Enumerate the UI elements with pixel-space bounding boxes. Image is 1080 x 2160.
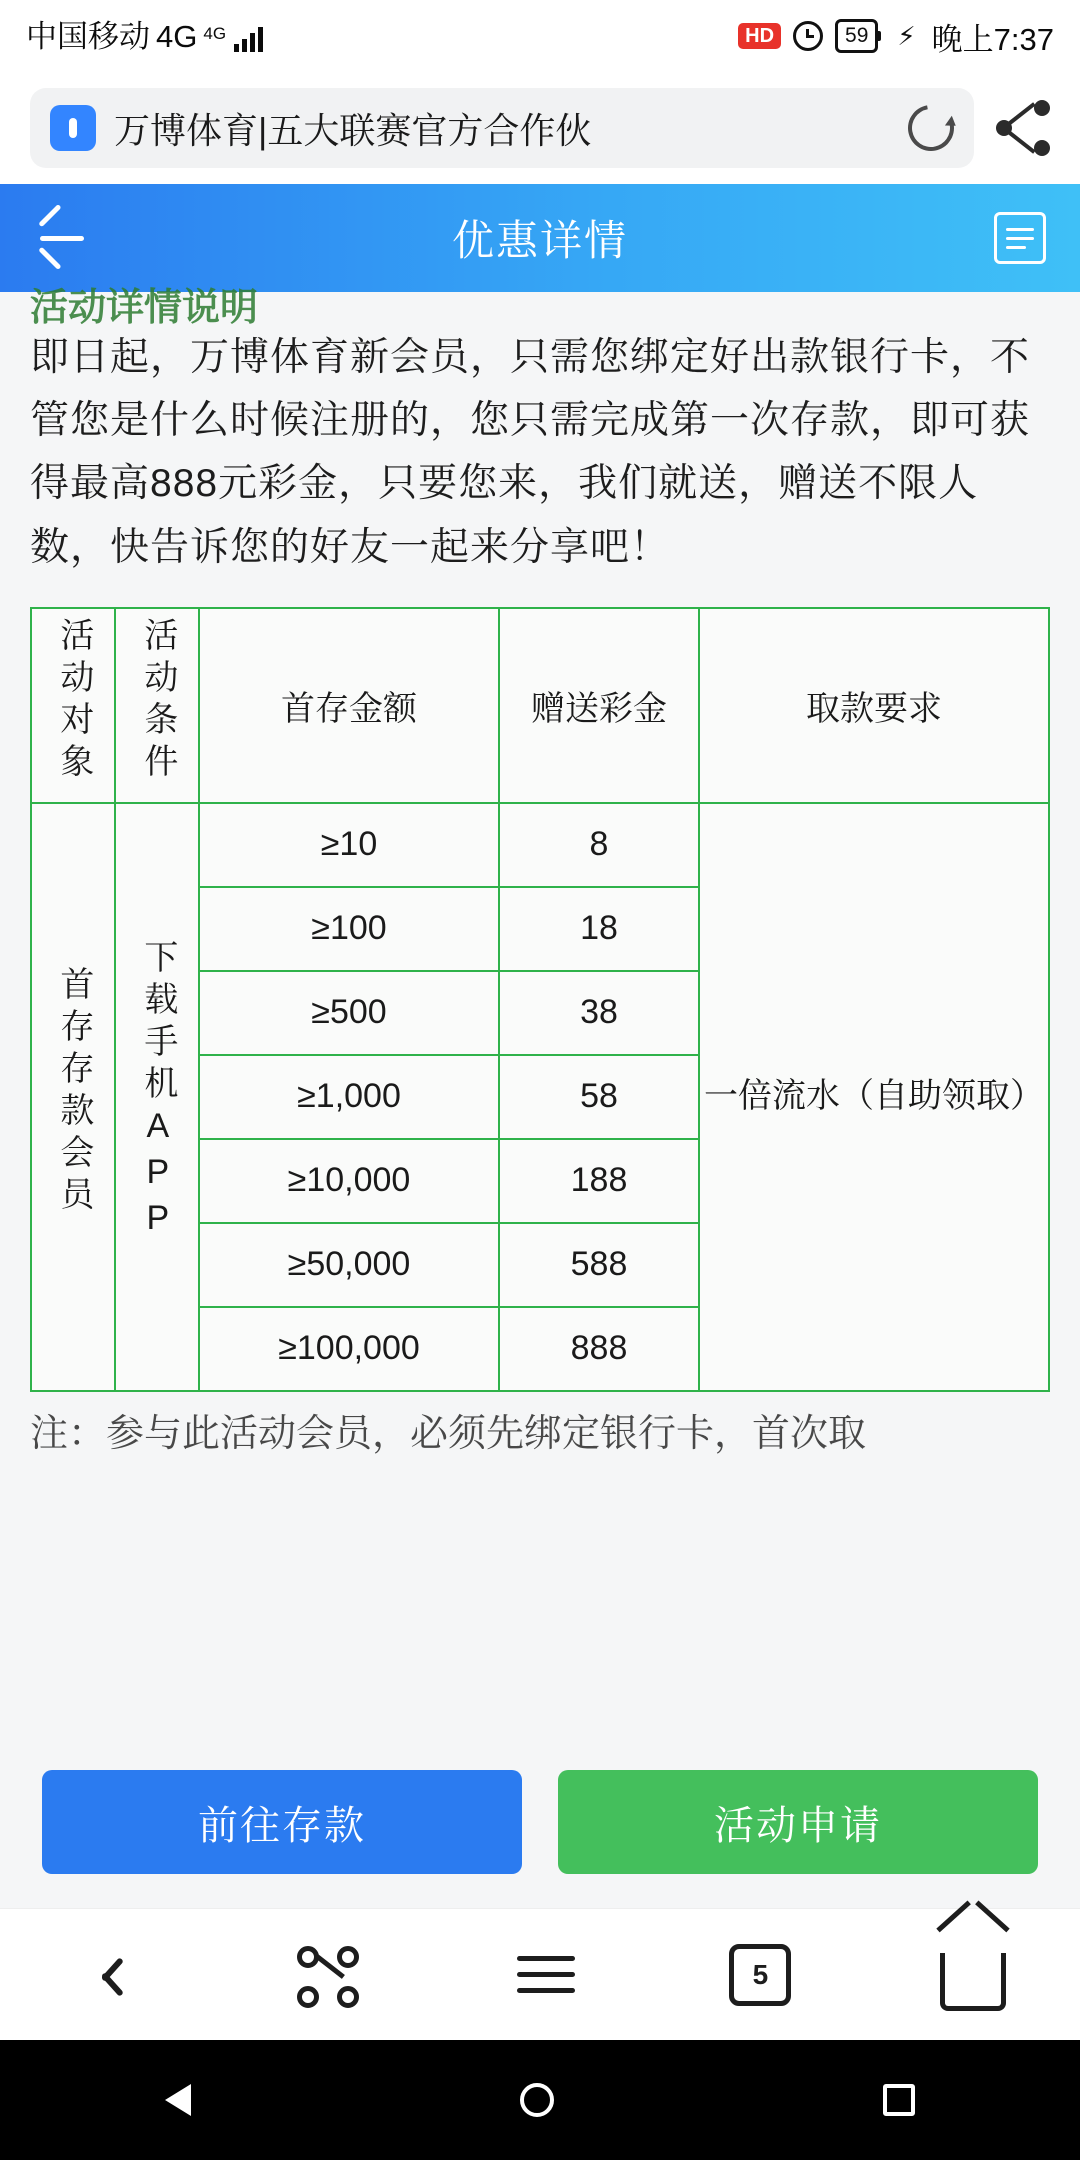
carrier-label: 中国移动 xyxy=(26,18,150,54)
status-left xyxy=(26,18,263,54)
header-target-label: 活动对象 xyxy=(54,616,93,785)
cell-bonus: 8 xyxy=(499,803,699,887)
cell-target-label: 首存存款会员 xyxy=(54,966,93,1219)
browser-toolbar xyxy=(0,72,1080,184)
network-type-label: 4G xyxy=(156,18,198,54)
back-arrow-icon[interactable] xyxy=(34,210,90,266)
page-title: 优惠详情 xyxy=(451,217,628,264)
action-bar xyxy=(0,1744,1080,1908)
menu-icon[interactable] xyxy=(511,1940,581,2010)
clock-label: 晚上7:37 xyxy=(931,21,1054,57)
browser-bottom-nav xyxy=(0,1908,1080,2040)
promo-description: 即日起，万博体育新会员，只需您绑定好出款银行卡，不管您是什么时候注册的，您只需完成第一次存款，即可获得最高888元彩金，只要您来，我们就送，赠送不限人数，快告诉您的好友一起来分享吧！ xyxy=(30,336,1031,569)
cell-bonus: 58 xyxy=(499,1055,699,1139)
header-amount: 首存金额 xyxy=(199,608,499,803)
page-title-label: 万博体育|五大联赛官方合作伙 xyxy=(114,109,592,151)
header-condition xyxy=(115,608,199,803)
table-row xyxy=(31,803,1049,887)
hd-icon: HD xyxy=(738,23,781,49)
header-bonus: 赠送彩金 xyxy=(499,608,699,803)
list-menu-icon[interactable] xyxy=(994,212,1046,264)
system-back-icon[interactable] xyxy=(165,2084,191,2116)
signal-bars-icon xyxy=(234,24,263,52)
app-header xyxy=(0,184,1080,292)
back-icon[interactable] xyxy=(74,1940,144,2010)
cell-condition-label: 下载手机APP xyxy=(138,939,177,1246)
promo-note: 注：参与此活动会员，必须先绑定银行卡，首次取 xyxy=(30,1412,867,1455)
status-right xyxy=(738,14,1054,59)
cell-amount: ≥100,000 xyxy=(199,1307,499,1391)
section-heading: 活动详情说明 xyxy=(30,287,259,329)
charging-bolt-icon: ⚡ xyxy=(897,20,916,51)
alarm-icon xyxy=(793,21,823,51)
home-icon[interactable] xyxy=(940,1953,1006,2011)
status-bar xyxy=(0,0,1080,72)
cell-bonus: 18 xyxy=(499,887,699,971)
cell-target xyxy=(31,803,115,1391)
table-header-row xyxy=(31,608,1049,803)
cell-amount: ≥1,000 xyxy=(199,1055,499,1139)
header-target xyxy=(31,608,115,803)
header-condition-label: 活动条件 xyxy=(138,616,177,785)
promo-table xyxy=(30,607,1050,1392)
network-secondary-label: 4G xyxy=(203,23,227,43)
cell-requirement: 一倍流水（自助领取） xyxy=(699,803,1049,1391)
cell-amount: ≥10,000 xyxy=(199,1139,499,1223)
battery-icon: 59 xyxy=(835,19,878,52)
apply-button[interactable]: 活动申请 xyxy=(558,1770,1038,1874)
system-recents-icon[interactable] xyxy=(883,2084,915,2116)
reload-icon[interactable] xyxy=(899,96,963,160)
cell-bonus: 38 xyxy=(499,971,699,1055)
share-nodes-icon[interactable] xyxy=(994,98,1054,158)
address-bar[interactable] xyxy=(30,88,974,168)
promo-content xyxy=(0,287,1080,1744)
tabs-icon[interactable]: 5 xyxy=(729,1944,791,2006)
cell-bonus: 188 xyxy=(499,1139,699,1223)
cell-amount: ≥10 xyxy=(199,803,499,887)
system-nav-bar xyxy=(0,2040,1080,2160)
cell-condition xyxy=(115,803,199,1391)
apps-icon[interactable] xyxy=(293,1940,363,2010)
cell-amount: ≥500 xyxy=(199,971,499,1055)
shield-lock-icon xyxy=(50,105,96,151)
system-home-icon[interactable] xyxy=(520,2083,554,2117)
cell-amount: ≥100 xyxy=(199,887,499,971)
cell-bonus: 888 xyxy=(499,1307,699,1391)
cell-bonus: 588 xyxy=(499,1223,699,1307)
deposit-button[interactable]: 前往存款 xyxy=(42,1770,522,1874)
header-requirement: 取款要求 xyxy=(699,608,1049,803)
cell-amount: ≥50,000 xyxy=(199,1223,499,1307)
